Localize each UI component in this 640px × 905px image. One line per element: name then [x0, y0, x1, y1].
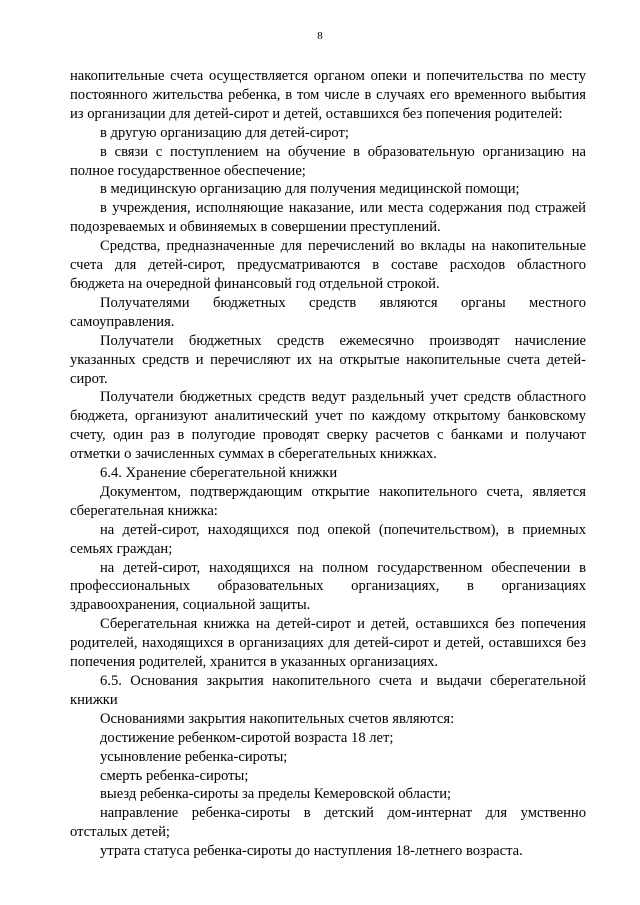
section-heading: 6.5. Основания закрытия накопительного счета и выдачи сберегательной книжки: [70, 673, 586, 708]
page-number: 8: [317, 30, 323, 42]
list-item: выезд ребенка-сироты за пределы Кемеровской области;: [100, 786, 452, 803]
section-heading: 6.4. Хранение сберегательной книжки: [100, 465, 338, 482]
paragraph: в другую организацию для детей-сирот;: [100, 124, 349, 141]
list-item: усыновление ребенка-сироты;: [100, 748, 288, 765]
paragraph: в медицинскую организацию для получения медицинской помощи;: [100, 181, 520, 198]
paragraph: накопительные счета осуществляется органом опеки и попечительства по месту постоянного жительства ребенка, в том числе в случаях его временного выбытия из организации для детей-сирот и детей, оставшихся без попечения родителей:: [70, 68, 586, 122]
paragraph: Получателями бюджетных средств являются органы местного самоуправления.: [70, 294, 586, 330]
list-item: достижение ребенком-сиротой возраста 18 лет;: [100, 729, 394, 746]
paragraph: в связи с поступлением на обучение в образовательную организацию на полное государственное обеспечение;: [70, 143, 586, 179]
list-item: направление ребенка-сироты в детский дом-интернат для умственно отсталых детей;: [70, 805, 586, 841]
paragraph: на детей-сирот, находящихся на полном государственном обеспечении в профессиональных образовательных организациях, в организациях здравоохранения, социальной защиты.: [70, 559, 586, 614]
paragraph: Средства, предназначенные для перечислений во вклады на накопительные счета для детей-сирот, предусматриваются в составе расходов областного бюджета на очередной финансовый год отдельной строкой.: [70, 238, 586, 292]
paragraph: Получатели бюджетных средств ведут раздельный учет средств областного бюджета, организуют аналитический учет по каждому открытому банковскому счету, один раз в полугодие проводят сверку расчетов с банками и получают отметки о зачисленных суммах в сберегательных книжках.: [70, 389, 586, 463]
document-body: [70, 67, 586, 861]
list-item: смерть ребенка-сироты;: [100, 767, 249, 784]
paragraph: на детей-сирот, находящихся под опекой (попечительством), в приемных семьях граждан;: [70, 521, 586, 557]
paragraph: Получатели бюджетных средств ежемесячно производят начисление указанных средств и перечисляют их на открытые накопительные счета детей-сирот.: [70, 332, 586, 387]
paragraph: Сберегательная книжка на детей-сирот и детей, оставшихся без попечения родителей, находящихся в организациях для детей-сирот и детей, оставшихся без попечения родителей, хранится в указанных организациях.: [70, 616, 586, 671]
paragraph: Документом, подтверждающим открытие накопительного счета, является сберегательная книжка:: [70, 483, 586, 519]
paragraph: в учреждения, исполняющие наказание, или места содержания под стражей подозреваемых и обвиняемых в совершении преступлений.: [70, 200, 586, 236]
list-item: утрата статуса ребенка-сироты до наступления 18-летнего возраста.: [100, 843, 523, 860]
paragraph: Основаниями закрытия накопительных счетов являются:: [100, 710, 455, 727]
